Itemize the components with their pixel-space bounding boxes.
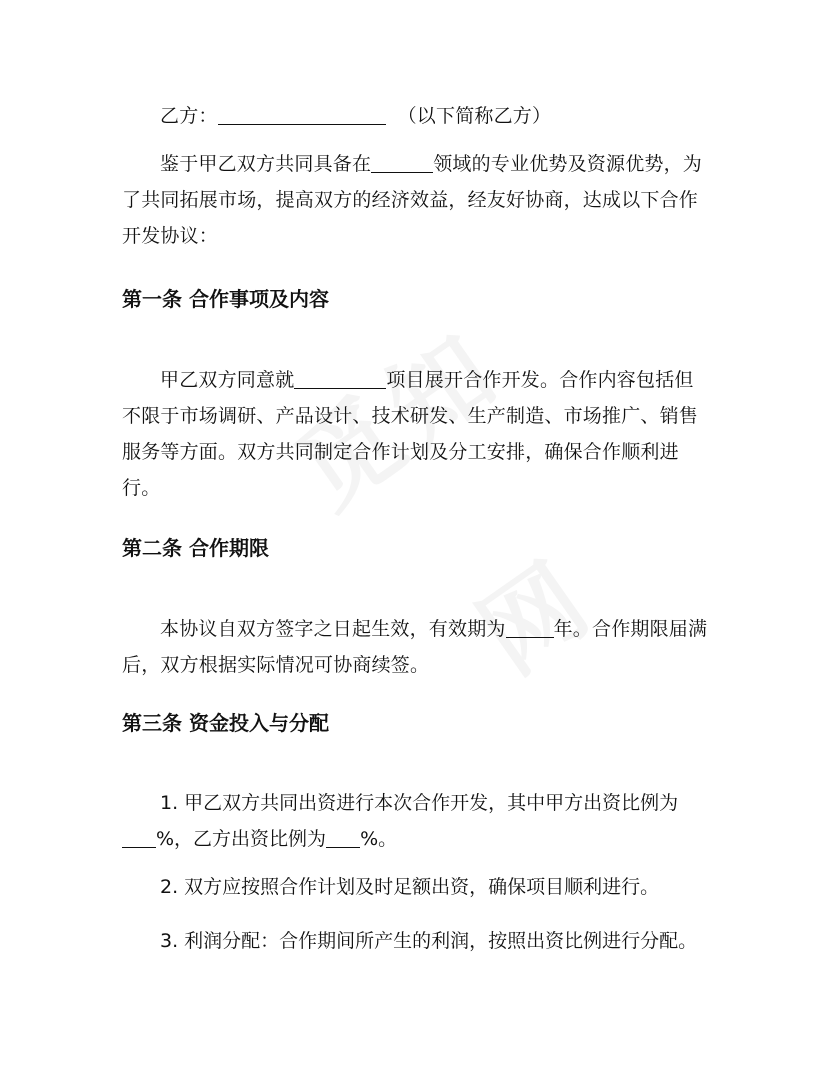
party-b-line — [122, 98, 712, 134]
preamble-text-2: 领域的专业优势及资源优势，为了共同拓展市场，提高双方的经济效益，经友好协商，达成以下合作开发协议： — [122, 153, 703, 247]
article-1-heading: 第一条 合作事项及内容 — [122, 287, 329, 311]
preamble-text-1: 鉴于甲乙双方共同具备在 — [160, 153, 372, 175]
article-1-paragraph — [122, 362, 712, 506]
party-b-blank — [218, 102, 386, 125]
item-1-text-1: 1. 甲乙双方共同出资进行本次合作开发，其中甲方出资比例为 — [160, 792, 679, 814]
item-1-text-2: %，乙方出资比例为 — [156, 828, 327, 850]
party-b-label: 乙方： — [160, 105, 218, 127]
party-b-ratio-blank — [326, 825, 360, 848]
article-2-text-1: 本协议自双方签字之日起生效，有效期为 — [160, 618, 506, 640]
article-3-item-2: 2. 双方应按照合作计划及时足额出资，确保项目顺利进行。 — [160, 876, 660, 898]
party-b-suffix: （以下简称乙方） — [397, 105, 552, 127]
article-2-heading: 第二条 合作期限 — [122, 536, 269, 560]
party-a-ratio-blank — [122, 825, 156, 848]
project-blank — [294, 366, 386, 389]
article-2-paragraph — [122, 611, 712, 683]
years-blank — [506, 615, 554, 638]
article-3-item-3: 3. 利润分配：合作期间所产生的利润，按照出资比例进行分配。 — [160, 930, 698, 952]
item-1-text-3: %。 — [360, 828, 398, 850]
preamble-paragraph — [122, 146, 712, 254]
field-blank — [371, 150, 433, 173]
article-3-item-1 — [122, 785, 712, 857]
article-3-heading: 第三条 资金投入与分配 — [122, 711, 329, 735]
article-1-text-1: 甲乙双方同意就 — [160, 369, 295, 391]
article-1-text-2: 项目展开合作开发。合作内容包括但不限于市场调研、产品设计、技术研发、生产制造、市场推广、销售服务等方面。双方共同制定合作计划及分工安排，确保合作顺利进行。 — [122, 369, 699, 499]
article-2-text-2: 年。合作期限届满后，双方根据实际情况可协商续签。 — [122, 618, 708, 676]
